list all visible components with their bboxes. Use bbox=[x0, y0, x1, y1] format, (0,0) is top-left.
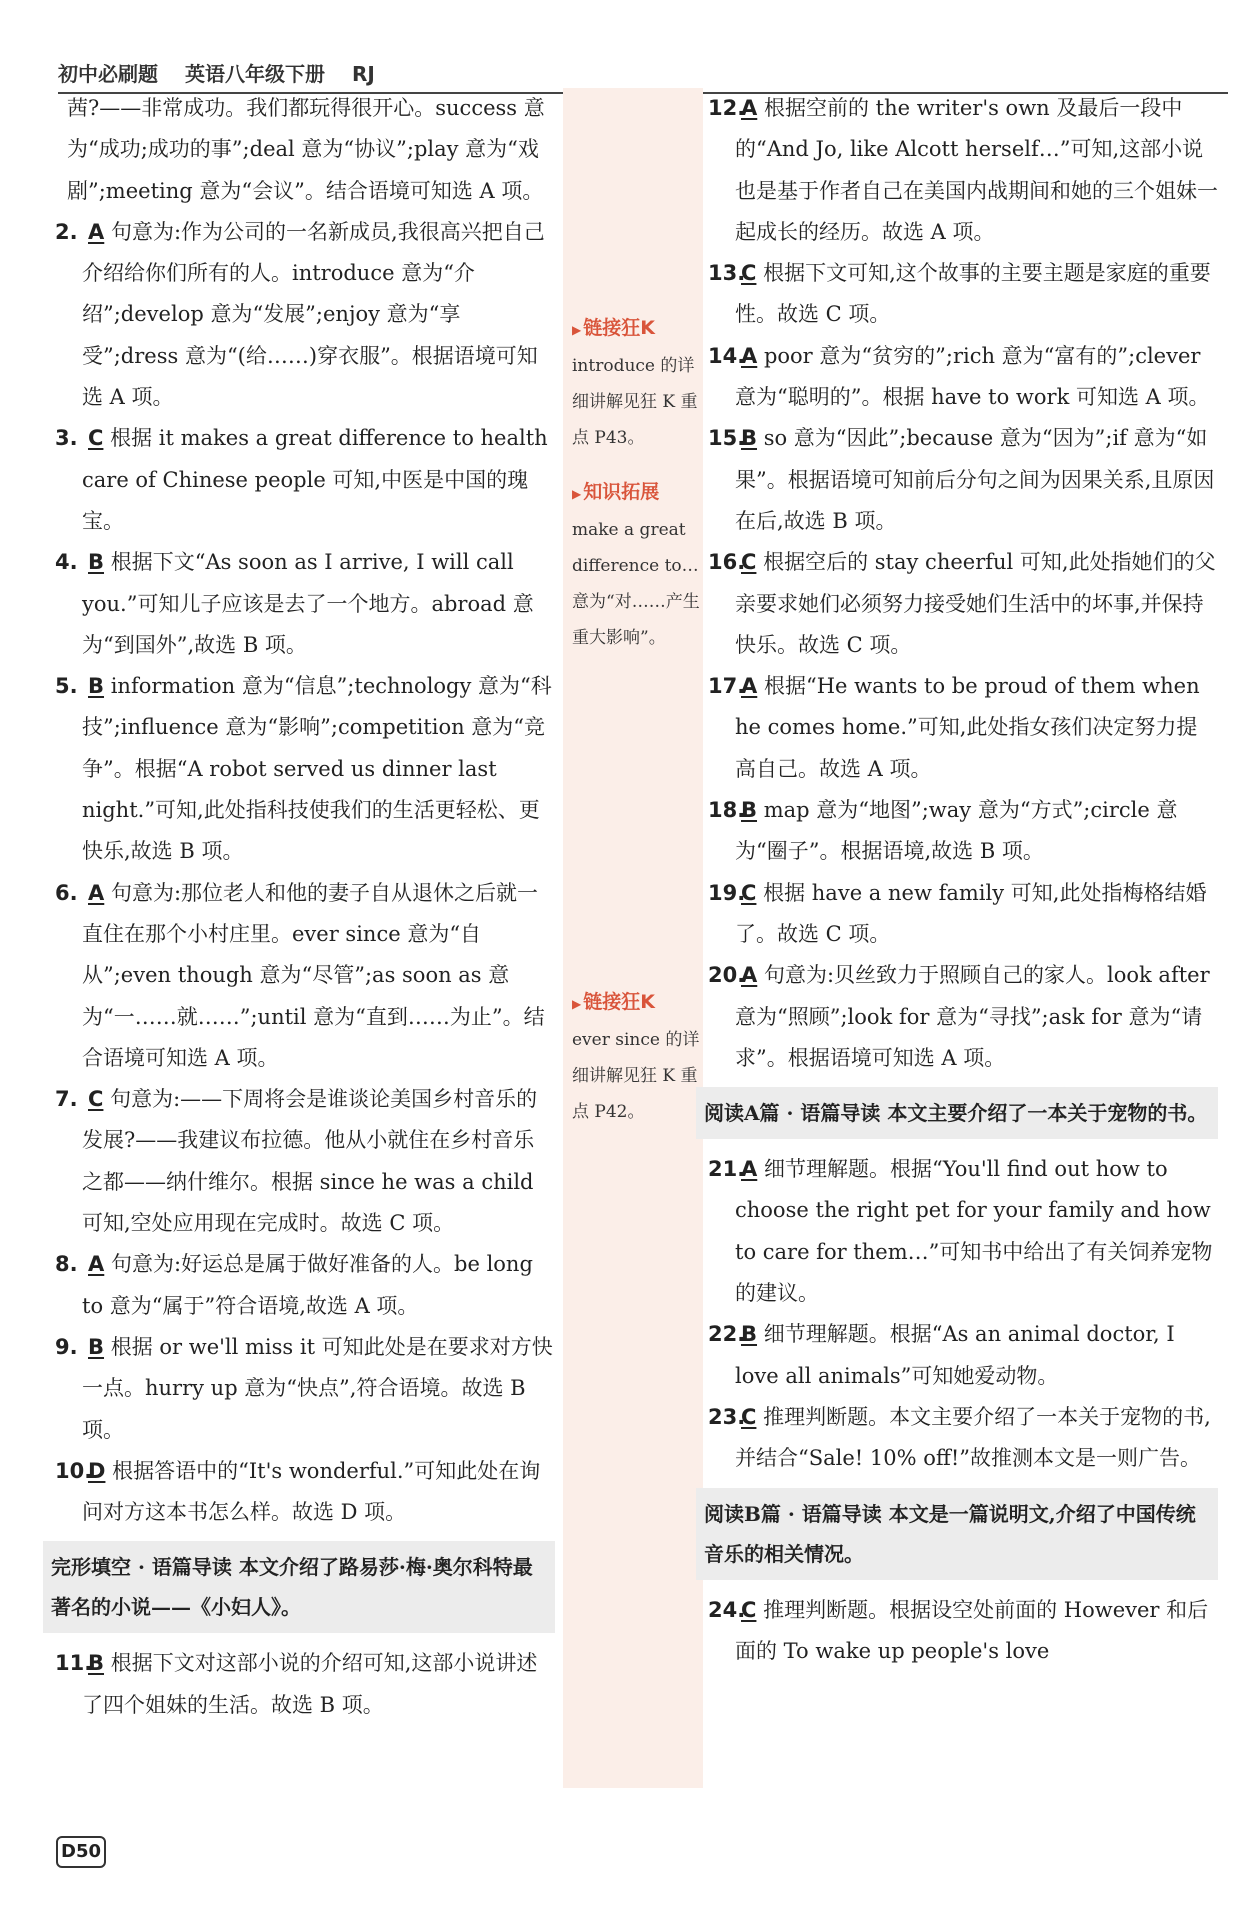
answer-item bbox=[708, 1590, 1218, 1673]
item-explanation: 根据 have a new family 可知,此处指梅格结婚了。故选 C 项。 bbox=[735, 880, 1207, 946]
item-number: 5. bbox=[55, 674, 78, 699]
item-answer: A bbox=[88, 1252, 105, 1277]
item-explanation: 句意为:好运总是属于做好准备的人。be long to 意为“属于”符合语境,故选 A 项。 bbox=[82, 1252, 533, 1318]
answer-item bbox=[55, 1643, 555, 1726]
item-explanation: 根据“He wants to be proud of them when he comes home.”可知,此处指女孩们决定努力提高自己。故选 A 项。 bbox=[735, 674, 1200, 781]
book-title: 初中必刷题 bbox=[58, 62, 158, 86]
item-answer: A bbox=[88, 219, 105, 244]
answer-item bbox=[708, 1397, 1218, 1480]
right-column bbox=[704, 88, 1218, 1672]
item-answer: C bbox=[741, 550, 757, 575]
item-explanation: 句意为:作为公司的一名新成员,我很高兴把自己介绍给你们所有的人。introduce 意为“介绍”;develop 意为“发展”;enjoy 意为“享受”;dress 意为“(给……)穿衣服”。根据语境可知选 A 项。 bbox=[82, 219, 545, 410]
margin-note bbox=[572, 984, 700, 1130]
edition-label: RJ bbox=[351, 62, 375, 86]
item-number: 12. bbox=[708, 96, 746, 120]
note-text: introduce 的详细讲解见狂 K 重点 P43。 bbox=[572, 356, 698, 448]
item-answer: A bbox=[741, 343, 758, 368]
answer-item bbox=[55, 1079, 555, 1244]
item-number: 21. bbox=[708, 1157, 746, 1182]
item-answer: A bbox=[741, 96, 758, 120]
answer-item bbox=[708, 955, 1218, 1079]
item-number: 3. bbox=[55, 426, 78, 451]
subject-title: 英语八年级下册 bbox=[184, 62, 325, 86]
answer-item bbox=[55, 1327, 555, 1451]
item-explanation: 根据答语中的“It's wonderful.”可知此处在询问对方这本书怎么样。故选 D 项。 bbox=[82, 1458, 541, 1525]
item-answer: C bbox=[741, 1404, 757, 1429]
answer-item bbox=[708, 790, 1218, 873]
item-explanation: so 意为“因此”;because 意为“因为”;if 意为“如果”。根据语境可知前后分句之间为因果关系,且原因在后,故选 B 项。 bbox=[735, 426, 1215, 533]
item-answer: C bbox=[741, 261, 757, 286]
item-answer: A bbox=[741, 674, 758, 699]
item-answer: B bbox=[88, 1651, 105, 1676]
item-number: 22. bbox=[708, 1322, 746, 1347]
item-explanation: 根据空前的 the writer's own 及最后一段中的“And Jo, like Alcott herself…”可知,这部小说也是基于作者自己在美国内战期间和她的三个姐妹一起成长的经历。故选 A 项。 bbox=[735, 96, 1218, 244]
section-header-reading-b: 阅读B篇 · 语篇导读 本文是一篇说明文,介绍了中国传统音乐的相关情况。 bbox=[696, 1488, 1218, 1580]
left-column bbox=[51, 88, 555, 1726]
item-answer: C bbox=[88, 426, 104, 451]
item-answer: B bbox=[88, 550, 105, 575]
item-explanation: 句意为:贝丝致力于照顾自己的家人。look after 意为“照顾”;look for 意为“寻找”;ask for 意为“请求”。根据语境可知选 A 项。 bbox=[735, 963, 1210, 1070]
item-explanation: map 意为“地图”;way 意为“方式”;circle 意为“圈子”。根据语境,故选 B 项。 bbox=[735, 798, 1178, 864]
item-number: 16. bbox=[708, 550, 746, 575]
item-explanation: poor 意为“贫穷的”;rich 意为“富有的”;clever 意为“聪明的”。根据 have to work 可知选 A 项。 bbox=[735, 343, 1210, 410]
item-number: 6. bbox=[55, 880, 78, 905]
continued-text: 茜?——非常成功。我们都玩得很开心。success 意为“成功;成功的事”;deal 意为“协议”;play 意为“戏剧”;meeting 意为“会议”。结合语境可知选 A 项。 bbox=[67, 96, 545, 203]
answer-item bbox=[708, 1314, 1218, 1397]
item-explanation: 根据 or we'll miss it 可知此处是在要求对方快一点。hurry up 意为“快点”,符合语境。故选 B 项。 bbox=[82, 1334, 553, 1442]
page-number: D50 bbox=[56, 1836, 106, 1868]
item-number: 2. bbox=[55, 219, 78, 244]
answer-item bbox=[708, 542, 1218, 666]
answer-item bbox=[708, 336, 1218, 419]
answer-item bbox=[55, 212, 555, 418]
answer-item bbox=[55, 1451, 555, 1534]
item-explanation: information 意为“信息”;technology 意为“科技”;influence 意为“影响”;competition 意为“竞争”。根据“A robot served us dinner last night.”可知,此处指科技使我们的生活更轻松、更快乐,故选 B 项。 bbox=[82, 674, 552, 864]
item-number: 18. bbox=[708, 798, 746, 823]
item-explanation: 根据 it makes a great difference to health care of Chinese people 可知,中医是中国的瑰宝。 bbox=[82, 426, 548, 533]
answer-item bbox=[708, 873, 1218, 956]
item-number: 8. bbox=[55, 1252, 78, 1277]
item-number: 10. bbox=[55, 1458, 93, 1483]
margin-note bbox=[572, 310, 700, 456]
item-answer: B bbox=[88, 674, 105, 699]
item-number: 13. bbox=[708, 261, 746, 286]
item-explanation: 推理判断题。本文主要介绍了一本关于宠物的书,并结合“Sale! 10% off!”故推测本文是一则广告。 bbox=[735, 1404, 1211, 1471]
item-answer: B bbox=[88, 1334, 105, 1359]
item-number: 11. bbox=[55, 1651, 93, 1676]
item-answer: D bbox=[88, 1458, 106, 1483]
item-explanation: 根据空后的 stay cheerful 可知,此处指她们的父亲要求她们必须努力接受她们生活中的坏事,并保持快乐。故选 C 项。 bbox=[735, 550, 1216, 657]
answer-item bbox=[708, 253, 1218, 336]
answer-item bbox=[55, 666, 555, 872]
item-number: 23. bbox=[708, 1404, 746, 1429]
item-number: 15. bbox=[708, 426, 746, 451]
item-explanation: 根据下文“As soon as I arrive, I will call you.”可知儿子应该是去了一个地方。abroad 意为“到国外”,故选 B 项。 bbox=[82, 550, 534, 657]
note-text: ever since 的详细讲解见狂 K 重点 P42。 bbox=[572, 1030, 700, 1122]
section-header-reading-a: 阅读A篇 · 语篇导读 本文主要介绍了一本关于宠物的书。 bbox=[696, 1087, 1218, 1139]
item-answer: B bbox=[741, 426, 758, 451]
item-number: 7. bbox=[55, 1087, 78, 1112]
item-explanation: 推理判断题。根据设空处前面的 However 和后面的 To wake up people's love bbox=[735, 1597, 1209, 1663]
answer-item bbox=[708, 1149, 1218, 1314]
note-tag: ▶ 知识拓展 bbox=[572, 474, 700, 512]
item-number: 20. bbox=[708, 963, 746, 988]
item-explanation: 细节理解题。根据“As an animal doctor, I love all animals”可知她爱动物。 bbox=[735, 1322, 1175, 1388]
note-tag: ▶ 链接狂K bbox=[572, 310, 700, 348]
item-answer: B bbox=[741, 798, 758, 823]
answer-item bbox=[708, 666, 1218, 790]
answer-item bbox=[708, 88, 1218, 253]
item-answer: A bbox=[741, 1157, 758, 1182]
item-answer: A bbox=[88, 880, 105, 905]
item-number: 19. bbox=[708, 880, 746, 905]
margin-note bbox=[572, 474, 700, 656]
item-number: 24. bbox=[708, 1597, 746, 1622]
item-explanation: 根据下文对这部小说的介绍可知,这部小说讲述了四个姐妹的生活。故选 B 项。 bbox=[82, 1651, 538, 1717]
item-number: 17. bbox=[708, 674, 746, 699]
item-explanation: 根据下文可知,这个故事的主要主题是家庭的重要性。故选 C 项。 bbox=[735, 261, 1211, 327]
note-text: make a great difference to… 意为“对……产生重大影响”。 bbox=[572, 520, 700, 648]
item-answer: B bbox=[741, 1322, 758, 1347]
item-number: 9. bbox=[55, 1334, 78, 1359]
note-tag: ▶ 链接狂K bbox=[572, 984, 700, 1022]
item-number: 4. bbox=[55, 550, 78, 575]
item-number: 14. bbox=[708, 343, 746, 368]
answer-item bbox=[55, 873, 555, 1079]
answer-item bbox=[55, 1244, 555, 1327]
item-answer: A bbox=[741, 963, 758, 988]
item-explanation: 细节理解题。根据“You'll find out how to choose the right pet for your family and how to care for them…”可知书中给出了有关饲养宠物的建议。 bbox=[735, 1157, 1213, 1306]
item-explanation: 句意为:那位老人和他的妻子自从退休之后就一直住在那个小村庄里。ever since 意为“自从”;even though 意为“尽管”;as soon as 意为“一……就……”;until 意为“直到……为止”。结合语境可知选 A 项。 bbox=[82, 880, 545, 1070]
answer-item bbox=[55, 418, 555, 542]
item-answer: C bbox=[88, 1087, 104, 1112]
item-answer: C bbox=[741, 1597, 757, 1622]
section-header-cloze: 完形填空 · 语篇导读 本文介绍了路易莎·梅·奥尔科特最著名的小说——《小妇人》。 bbox=[43, 1541, 555, 1633]
item-answer: C bbox=[741, 880, 757, 905]
answer-item bbox=[55, 542, 555, 666]
answer-item bbox=[708, 418, 1218, 542]
item-explanation: 句意为:——下周将会是谁谈论美国乡村音乐的发展?——我建议布拉德。他从小就住在乡村音乐之都——纳什维尔。根据 since he was a child 可知,空处应用现在完成时。故选 C 项。 bbox=[82, 1087, 538, 1236]
